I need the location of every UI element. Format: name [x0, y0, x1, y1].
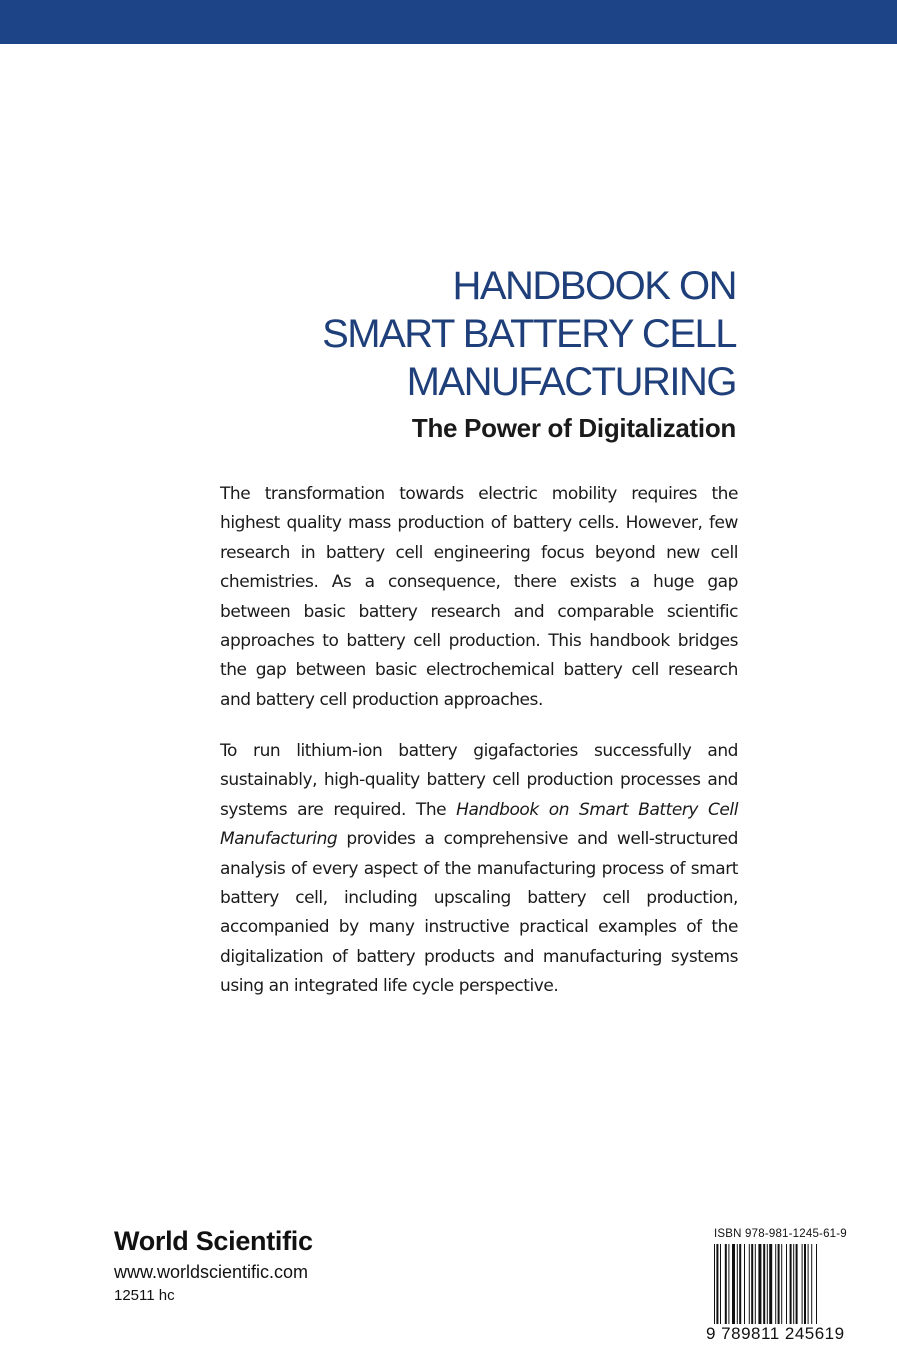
paragraph-2-text	[220, 737, 738, 1002]
title-line-3: MANUFACTURING	[406, 360, 736, 404]
isbn-label: ISBN 978-981-1245-61-9	[714, 1228, 847, 1240]
barcode-digits: 9 789811 245619	[706, 1324, 845, 1343]
paragraph-1-text: The transformation towards electric mobility requires the highest quality mass production of battery cells. However, few research in battery cell engineering focus beyond new cell chemistries. As a consequence, there exists a huge gap between basic battery research and comparable scientific approaches to battery cell production. This handbook bridges the gap between basic electrochemical battery cell research and battery cell production approaches.	[220, 484, 738, 710]
book-subtitle: The Power of Digitalization	[411, 413, 736, 443]
top-color-band	[0, 0, 897, 44]
blurb-paragraph-1	[220, 480, 738, 715]
publisher-block	[114, 1225, 313, 1307]
paragraph-2-book-title: Handbook on Smart Battery Cell Manufacturing	[220, 799, 738, 850]
title-line-2: SMART BATTERY CELL	[322, 312, 736, 356]
blurb-paragraph-2	[220, 737, 738, 1002]
barcode-bars-icon	[714, 1244, 848, 1324]
publisher-name: World Scientific	[114, 1226, 313, 1256]
isbn-barcode	[706, 1228, 852, 1346]
paragraph-2-before: To run lithium-ion battery gigafactories successfully and sustainably, high-quality battery cell production processes and systems are required. The	[220, 741, 738, 820]
publisher-url: www.worldscientific.com	[114, 1262, 309, 1282]
title-line-1: HANDBOOK ON	[452, 264, 736, 308]
paragraph-2-after: provides a comprehensive and well-structured analysis of every aspect of the manufacturing process of smart battery cell, including upscaling battery cell production, accompanied by many instructive practical examples of the digitalization of battery products and manufacturing systems using an integrated life cycle perspective.	[220, 829, 738, 997]
book-title-block	[322, 262, 736, 444]
publisher-code: 12511 hc	[114, 1287, 175, 1304]
